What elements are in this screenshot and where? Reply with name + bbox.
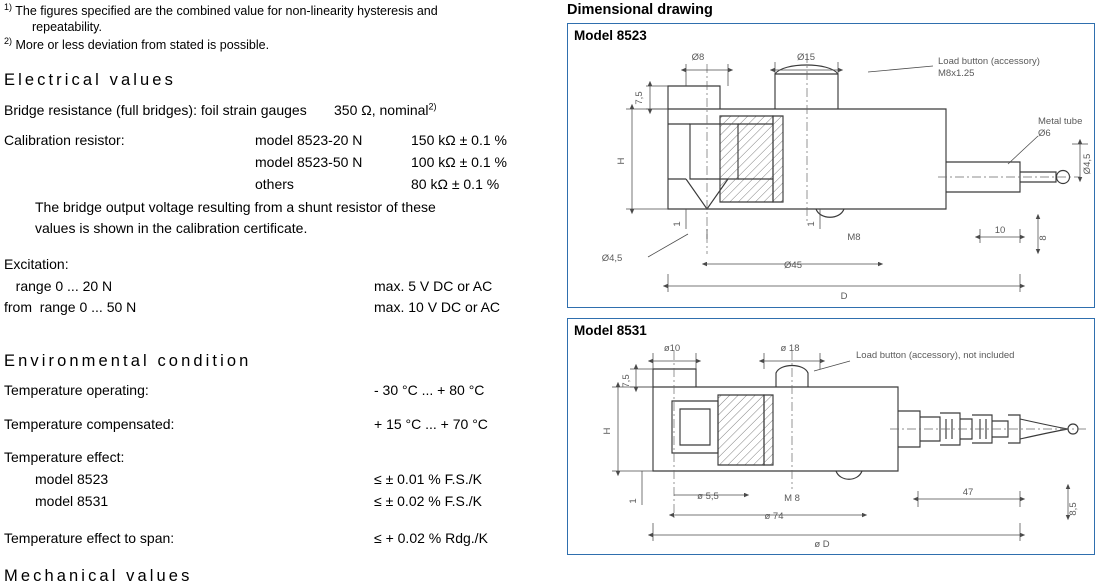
callout-load-button: Load button (accessory) [938,56,1040,67]
temperature-effect-model-value: ≤ ± 0.01 % F.S./K [374,471,482,488]
temperature-compensated-label: Temperature compensated: [4,415,175,432]
temperature-operating-value: - 30 °C ... + 80 °C [374,381,485,398]
temperature-span-label: Temperature effect to span: [4,530,175,547]
excitation-row [4,297,550,319]
dim-d8: Ø8 [691,52,705,63]
footnote-1-continuation: repeatability. [32,19,102,34]
section-heading-electrical: Electrical values [4,71,176,90]
dim-d4-5-right: Ø4,5 [1082,153,1093,175]
dim-8-5: 8,5 [1068,502,1079,516]
calibration-value: 80 kΩ ± 0.1 % [411,175,500,192]
temperature-effect-label: Temperature effect: [4,449,125,466]
callout-metal-tube: Metal tube [1038,116,1083,127]
dim-10: 10 [994,225,1006,236]
temperature-operating-row [4,380,550,402]
dim-dD: ø D [814,539,830,550]
drawing-box-8523 [567,23,1095,308]
figure-8523-graphic [568,24,1094,307]
dim-Hb: H [602,427,613,435]
temperature-span-value: ≤ + 0.02 % Rdg./K [374,530,488,547]
excitation-label: Excitation: [4,255,69,272]
calibration-row [4,151,550,173]
bridge-resistance-label: Bridge resistance (full bridges): foil strain gauges [4,102,307,119]
temperature-effect-model-value: ≤ ± 0.02 % F.S./K [374,492,482,509]
calibration-row [4,129,550,151]
dim-d4-5-left: Ø4,5 [601,253,623,264]
footnote-1-text: The figures specified are the combined value for non-linearity hysteresis and [15,4,438,19]
dim-d45: Ø45 [784,260,802,271]
calibration-value: 150 kΩ ± 0.1 % [411,131,507,148]
footnote-2-marker: 2) [4,36,13,47]
dim-M8: M8 [847,232,861,243]
excitation-range: range 0 ... 20 N [4,277,113,294]
calibration-note-line-2: values is shown in the calibration certificate. [35,219,308,236]
dim-M8b: M 8 [784,493,800,504]
temperature-compensated-row [4,414,550,436]
dim-47: 47 [962,487,974,498]
footnote-2-text: More or less deviation from stated is possible. [15,38,270,53]
temperature-compensated-value: + 15 °C ... + 70 °C [374,415,488,432]
bridge-resistance-value [334,99,437,121]
dimensional-drawing-column [563,0,1101,549]
temperature-span-row [4,528,550,550]
bridge-resistance-row [4,99,550,121]
dim-8: 8 [1038,235,1049,241]
calibration-model: model 8523-50 N [255,153,363,170]
calibration-row [4,173,550,195]
bridge-resistance-footnote-marker: 2) [428,101,437,112]
dimensional-drawing-title: Dimensional drawing [567,2,713,18]
calibration-label: Calibration resistor: [4,131,125,148]
callout-d6: Ø6 [1038,128,1051,139]
calibration-resistor-block [4,129,550,239]
excitation-value: max. 10 V DC or AC [374,299,501,316]
figure-label-8531: Model 8531 [574,323,647,338]
calibration-note-line-1: The bridge output voltage resulting from a shunt resistor of these [35,198,436,215]
calibration-model: others [255,175,294,192]
temperature-operating-label: Temperature operating: [4,381,149,398]
excitation-range: from range 0 ... 50 N [4,299,137,316]
dim-d74: ø 74 [764,511,784,522]
dim-1-left: 1 [672,221,683,227]
excitation-value: max. 5 V DC or AC [374,277,493,294]
excitation-row [4,276,550,298]
temperature-effect-block [4,447,550,512]
dim-1b: 1 [628,498,639,504]
bridge-resistance-number: 350 Ω, nominal [334,102,429,119]
footnote-1 [4,2,550,35]
section-heading-environmental: Environmental condition [4,351,252,370]
temperature-effect-model-label: model 8523 [35,471,109,488]
dim-1-mid: 1 [806,221,817,227]
dim-7-5: 7,5 [634,91,645,105]
drawing-box-8531 [567,318,1095,555]
dim-7-5b: 7,5 [621,374,632,388]
dim-D: D [840,291,848,302]
dim-d5-5: ø 5,5 [697,491,719,502]
figure-label-8523: Model 8523 [574,28,647,43]
calibration-value: 100 kΩ ± 0.1 % [411,153,507,170]
temperature-effect-row [4,491,550,513]
callout-load-button-2: Load button (accessory), not included [856,350,1015,361]
section-heading-mechanical: Mechanical values [4,567,193,586]
dim-d18: ø 18 [780,343,800,354]
callout-m8x125: M8x1.25 [938,68,975,79]
temperature-effect-row [4,469,550,491]
footnote-1-marker: 1) [4,2,13,12]
dim-d15: Ø15 [797,52,815,63]
excitation-block [4,254,550,319]
dim-H: H [616,157,627,165]
temperature-effect-model-label: model 8531 [35,492,109,509]
calibration-label-empty [4,173,255,195]
dim-d10: ø10 [663,343,681,354]
figure-8531-graphic [568,319,1094,554]
calibration-label-empty [4,151,255,173]
footnote-2 [4,36,550,54]
calibration-model: model 8523-20 N [255,131,363,148]
